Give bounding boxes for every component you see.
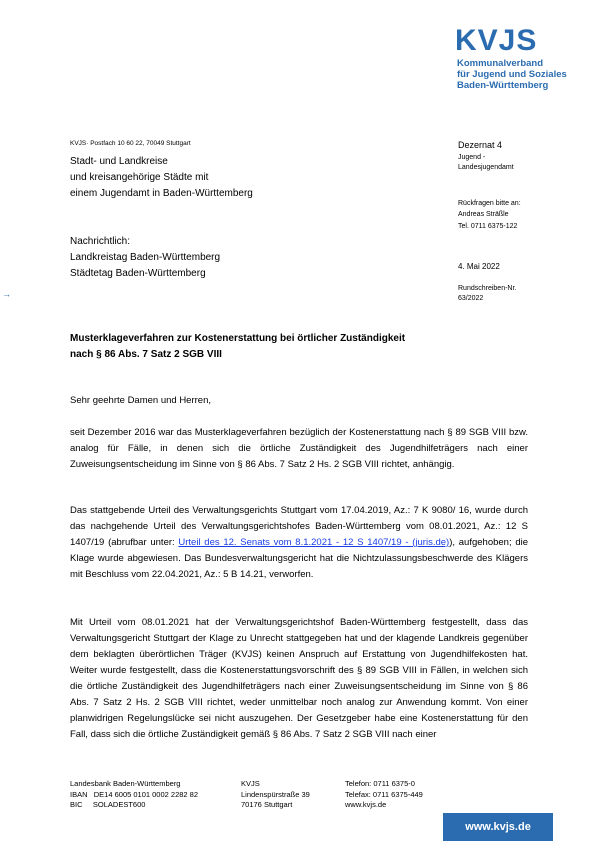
footer-line: KVJS bbox=[241, 779, 260, 788]
footer-line: Telefax: 0711 6375-449 bbox=[345, 789, 423, 799]
contact-phone: Tel. 0711 6375-122 bbox=[458, 223, 518, 230]
footer-line: Lindenspürstraße 39 bbox=[241, 789, 310, 799]
subject-line: Musterklageverfahren zur Kostenerstattung bei örtlicher Zuständigkeit bbox=[70, 333, 406, 344]
website-banner[interactable]: www.kvjs.de bbox=[443, 813, 553, 841]
footer-line: Telefon: 0711 6375-0 bbox=[345, 779, 415, 788]
letter-subject bbox=[70, 331, 405, 363]
department-sub: Jugend - bbox=[458, 154, 486, 161]
paragraph-text: ), aufgehoben; die Klage wurde abgewiesen. Das Bundesverwaltungsgericht hat die Nichtzulassungsbeschwerde des Klägers mit Beschluss vom 22.04.2021, Az.: 5 B 14.21, verworfen. bbox=[70, 537, 529, 580]
paragraph-text: Das stattgebende Urteil des Verwaltungsgerichts Stuttgart vom 17.04.2019, Az.: 7 K 9080/ 16, wurde durch das nachgehende Urteil des Verwaltungsgerichtshofes Baden-Württemberg vom 08.01.2021, Az.: 12 S 1407/19 (abrufbar unter: bbox=[70, 505, 528, 548]
letter-date: 4. Mai 2022 bbox=[458, 262, 500, 271]
department-sub: Landesjugendamt bbox=[458, 164, 514, 171]
footer-line: BIC SOLADEST600 bbox=[70, 800, 146, 809]
footer-contact bbox=[345, 779, 423, 811]
recipient-line: und kreisangehörige Städte mit bbox=[70, 172, 209, 183]
copy-recipients bbox=[70, 234, 220, 282]
sender-line: KVJS· Postfach 10 60 22, 70049 Stuttgart bbox=[70, 140, 191, 147]
recipient-line: Stadt- und Landkreise bbox=[70, 156, 168, 167]
copy-line: Nachrichtlich: bbox=[70, 236, 131, 247]
logo-line: Baden-Württemberg bbox=[457, 80, 549, 91]
footer-line: Landesbank Baden-Württemberg bbox=[70, 779, 181, 788]
footer-bank bbox=[70, 779, 198, 811]
paragraph: seit Dezember 2016 war das Musterklageverfahren bezüglich der Kostenerstattung nach § 89 SGB VIII bzw. analog für Fälle, in denen sich die örtliche Zuständigkeit des Jugendhilfeträgers nach einer Zuweisungsentscheidung im Sinne von § 86 Abs. 7 Satz 2 Hs. 2 SGB VIII richtet, anhängig. bbox=[70, 427, 528, 470]
circular-label: Rundschreiben-Nr. bbox=[458, 285, 517, 292]
contact-name: Andreas Sträßle bbox=[458, 211, 509, 218]
subject-line: nach § 86 Abs. 7 Satz 2 SGB VIII bbox=[70, 349, 222, 360]
circular-number: 63/2022 bbox=[458, 295, 484, 302]
contact-label: Rückfragen bitte an: bbox=[458, 200, 521, 207]
footer-line: 70176 Stuttgart bbox=[241, 800, 293, 809]
logo-line: für Jugend und Soziales bbox=[457, 69, 567, 80]
recipient-line: einem Jugendamt in Baden-Württemberg bbox=[70, 188, 253, 199]
kvjs-logo: KVJS bbox=[455, 24, 538, 57]
department: Dezernat 4 bbox=[458, 140, 503, 150]
court-ruling-link[interactable]: Urteil des 12. Senats vom 8.1.2021 - 12 S 1407/19 - (juris.de) bbox=[178, 537, 450, 548]
paragraph: Mit Urteil vom 08.01.2021 hat der Verwaltungsgerichtshof Baden-Württemberg festgestellt, dass das Verwaltungsgericht Stuttgart der Klage zu Unrecht stattgegeben hat und der klagende Landkreis gegenüber dem beklagten überörtlichen Träger (KVJS) keinen Anspruch auf Erstattung von Jugendhilfekosten hat. Weiter wurde festgestellt, dass die Kostenerstattungsvorschrift des § 89 SGB VIII in Fällen, in welchen sich die örtliche Zuständigkeit des Jugendhilfeträgers nach einer Zuweisungsentscheidung im Sinne von § 86 Abs. 7 Satz 2 Hs. 2 SGB VIII richtet, weder unmittelbar noch analog zur Anwendung kommt. Von einer planwidrigen Regelungslücke sei nicht auszugehen. Der Gesetzgeber habe eine Kostenerstattung für den Fall, dass sich die örtliche Zuständigkeit gemäß § 86 Abs. 7 Satz 2 SGB VIII nach einer bbox=[70, 617, 528, 740]
paragraph bbox=[70, 503, 528, 583]
logo-line: Kommunalverband bbox=[457, 58, 544, 69]
copy-line: Städtetag Baden-Württemberg bbox=[70, 268, 206, 279]
fold-mark-icon: → bbox=[2, 289, 11, 299]
footer-address bbox=[241, 779, 310, 811]
footer-line: www.kvjs.de bbox=[345, 800, 387, 809]
logo-subtitle bbox=[457, 58, 567, 91]
salutation: Sehr geehrte Damen und Herren, bbox=[70, 395, 211, 406]
copy-line: Landkreistag Baden-Württemberg bbox=[70, 252, 221, 263]
footer-line: IBAN DE14 6005 0101 0002 2282 82 bbox=[70, 789, 199, 799]
recipient-address bbox=[70, 154, 253, 202]
